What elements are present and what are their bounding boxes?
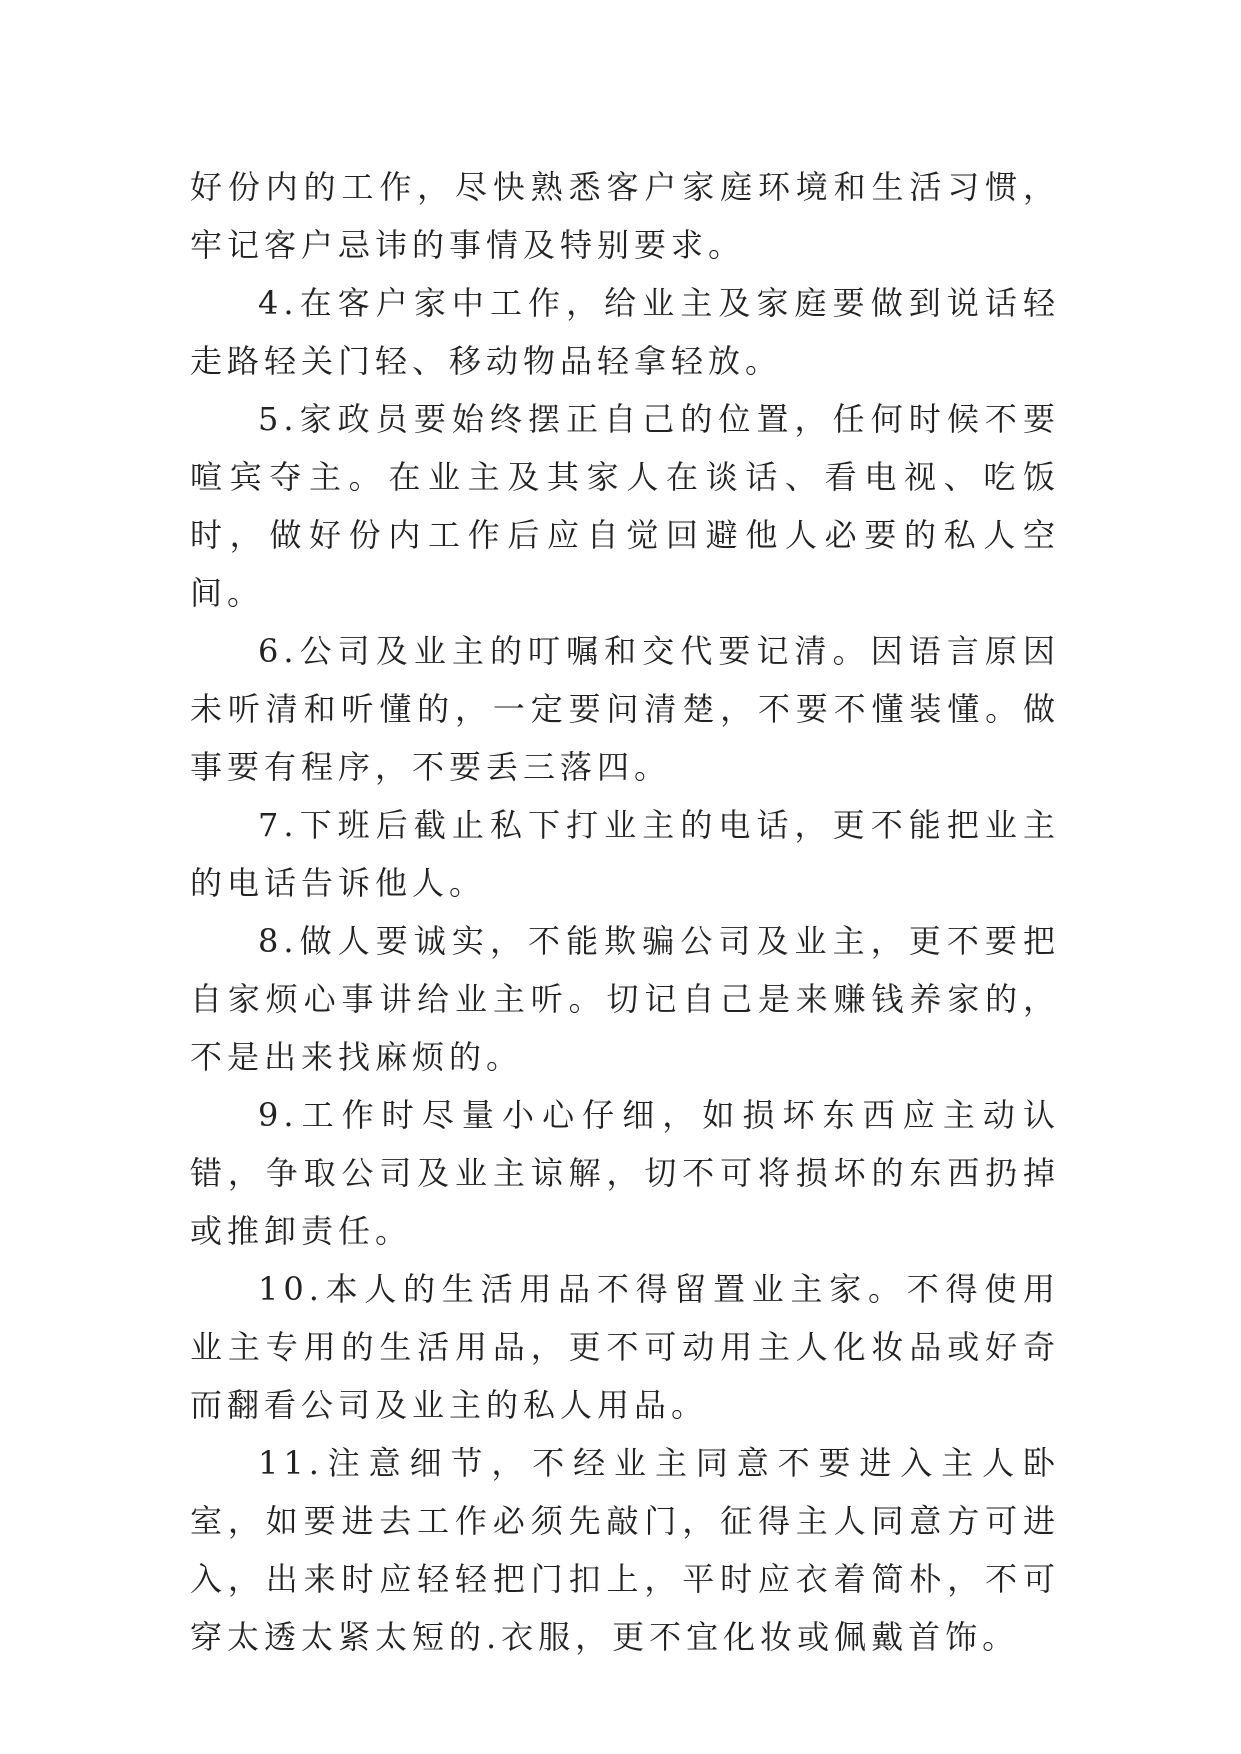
paragraph-item-11: 11.注意细节，不经业主同意不要进入主人卧室，如要进去工作必须先敲门，征得主人同意方可进入，出来时应轻轻把门扣上，平时应衣着简朴，不可穿太透太紧太短的.衣服，更不宜化妆或佩戴首饰。 <box>190 1444 1060 1656</box>
paragraph-item-10: 10.本人的生活用品不得留置业主家。不得使用业主专用的生活用品，更不可动用主人化妆品或好奇而翻看公司及业主的私人用品。 <box>190 1270 1060 1424</box>
paragraph-item-6: 6.公司及业主的叮嘱和交代要记清。因语言原因未听清和听懂的，一定要问清楚，不要不懂装懂。做事要有程序，不要丢三落四。 <box>190 632 1060 786</box>
paragraph-item-8: 8.做人要诚实，不能欺骗公司及业主，更不要把自家烦心事讲给业主听。切记自己是来赚钱养家的，不是出来找麻烦的。 <box>190 922 1060 1076</box>
paragraph-item-5: 5.家政员要始终摆正自己的位置，任何时候不要喧宾夺主。在业主及其家人在谈话、看电视、吃饭时，做好份内工作后应自觉回避他人必要的私人空间。 <box>190 400 1060 612</box>
paragraph-item-4: 4.在客户家中工作，给业主及家庭要做到说话轻走路轻关门轻、移动物品轻拿轻放。 <box>190 284 1060 380</box>
paragraph-item-9: 9.工作时尽量小心仔细，如损坏东西应主动认错，争取公司及业主谅解，切不可将损坏的东西扔掉或推卸责任。 <box>190 1096 1060 1250</box>
paragraph-continuation: 好份内的工作，尽快熟悉客户家庭环境和生活习惯，牢记客户忌讳的事情及特别要求。 <box>190 168 1060 264</box>
document-body <box>190 158 1060 1666</box>
paragraph-item-7: 7.下班后截止私下打业主的电话，更不能把业主的电话告诉他人。 <box>190 806 1060 902</box>
